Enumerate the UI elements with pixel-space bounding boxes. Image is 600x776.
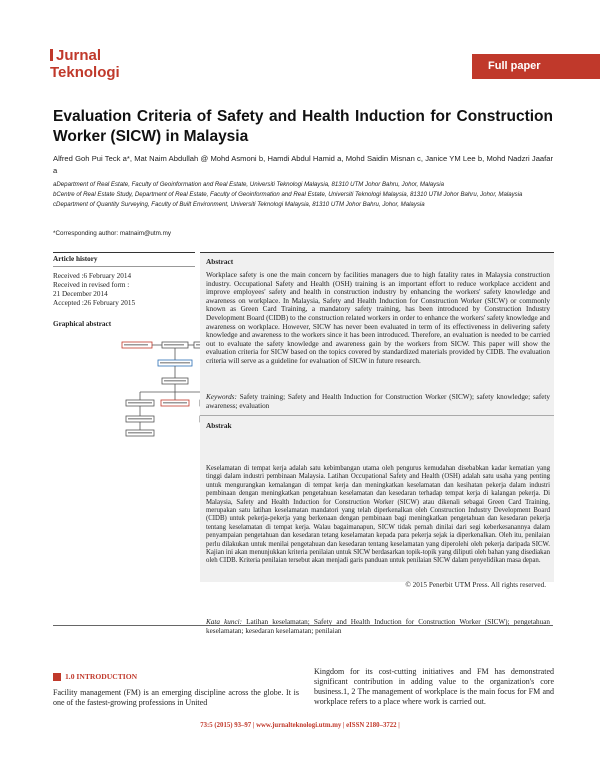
- sidebar-rule: [53, 266, 195, 267]
- history-line: Accepted :26 February 2015: [53, 299, 136, 307]
- section-marker-icon: [53, 673, 61, 681]
- article-history: [53, 272, 193, 308]
- introduction-heading: [53, 672, 137, 681]
- abstract-heading: Abstract: [206, 257, 234, 266]
- kata-kunci: [206, 618, 550, 635]
- paper-title: Evaluation Criteria of Safety and Health Induction for Construction Worker (SICW) in Malaysia: [53, 108, 553, 145]
- history-line: 21 December 2014: [53, 290, 108, 298]
- logo-bar: [50, 49, 53, 61]
- affiliations: [53, 180, 553, 210]
- affiliation-c: cDepartment of Quantity Surveying, Faculty of Built Environment, Universiti Teknologi Malaysia, 81310 UTM Johor Bahru, Johor, Malaysia: [53, 201, 425, 208]
- intro-column-right: Kingdom for its cost-cutting initiatives and FM has demonstrated significant contribution in adding value to the organization's core business.1, 2 The management of workplace is the main focus for FM and workplace refers to a place where work is carried out.: [314, 667, 554, 706]
- introduction-heading-text: 1.0 INTRODUCTION: [65, 672, 138, 681]
- keywords: [206, 393, 550, 410]
- affiliation-b: bCentre of Real Estate Study, Department of Real Estate, Faculty of Geoinformation and Real Estate, Universiti Teknologi Malaysia, 81310 UTM Johor Bahru, Johor, Malaysia: [53, 191, 523, 198]
- full-paper-badge: Full paper: [472, 54, 600, 79]
- kata-kunci-label: Kata kunci:: [206, 618, 243, 626]
- abstrak-text: Keselamatan di tempat kerja adalah satu kebimbangan utama oleh pengurus kemudahan disebabkan kadar kematian yang tinggi dalam industri pembinaan Malaysia. Latihan Occupational Safety and Health (OSH) adalah satu usaha yang penting untuk mengurangkan kemalangan di tempat kerja dan meningkatkan keselamatan dan kesihatan pekerja dalam industri pembinaan dengan meningkatkan pengetahuan keselamatan dan kesedaran terhadap tempat kerja di kalangan pekerja. Di Malaysia, Safety and Health Induction for Construction Worker (SICW) atau dikenali sebagai Green Card Training, merupakan satu latihan keselamatan mandatori yang telah diperkenalkan oleh Construction Industry Development Board (CIDB) untuk pekerja-pekerja yang berkenaan dengan pembinaan bagi meningkatkan pengetahuan dan kesedaran pekerja tentang keselamatan di tempat kerja. Walau bagaimanapun, SICW tidak pernah dinilai dari segi keberkesanannya dalam penyampaian pengetahuan dan kesedaran tetang keselamatan kepada para pekerja sejak ia diperkenalkan. Oleh itu, penilaian perlu dilakukan untuk menilai pengetahuan dan kesedaran tentang keselamatan yang diperolehi oleh pekerja daripada SICW. Kajian ini akan menunjukkan kriteria penilaian untuk SICW berdasarkan topik-topik yang diliputi oleh bahan yang disediakan oleh CIDB. Kriteria penilaian tersebut akan menjadi garis panduan untuk penilaian SICW dalam penyelidikan masa depan.: [206, 465, 550, 565]
- intro-column-left: Facility management (FM) is an emerging discipline across the globe. It is one of the fastest-growing professions in United: [53, 688, 299, 707]
- history-line: Received in revised form :: [53, 281, 130, 289]
- abstract-text: Workplace safety is one the main concern by facilities managers due to high fatality rates in Malaysia construction industry. Occupational Safety and Health (OSH) training is an important effort to reduce workplace accident and improve employees' safety and health in construction industry by enhancing the workers' safety knowledge and awareness on workplace. In Malaysia, Safety and Health Induction for Construction Worker (SICW) or commonly known as Green Card Training, a mandatory safety training, has been introduced by Construction Industry Development Board (CIDB) to the construction related workers in order to enhance the workers' safety knowledge and awareness on workplace. However, SICW has never been evaluated in term of its effectiveness in delivering safety knowledge and awareness to the workers since it has been introduced. Therefore, an evaluation is needed to be carried out to evaluate the safety knowledge and awareness gain by the workers from SICW. This paper will show the evaluation criteria for SICW based on the topics covered by standardized materials provided by CIDB. The evaluation criteria will serve as a guideline for evaluation of SICW in future research.: [206, 271, 550, 365]
- copyright-notice: © 2015 Penerbit UTM Press. All rights reserved.: [405, 581, 546, 589]
- corresponding-author: *Corresponding author: matnaim@utm.my: [53, 230, 172, 237]
- abstract-panel: [200, 252, 554, 635]
- journal-logo: [50, 47, 120, 81]
- abstract-divider: [200, 415, 554, 416]
- affiliation-a: aDepartment of Real Estate, Faculty of Geoinformation and Real Estate, Universiti Teknologi Malaysia, 81310 UTM Johor Bahru, Johor, Malaysia: [53, 181, 444, 188]
- page-footer: 73:5 (2015) 93–97 | www.jurnalteknologi.utm.my | eISSN 2180–3722 |: [200, 722, 400, 729]
- sidebar-rule-top: [53, 252, 195, 253]
- author-list: Alfred Goh Pui Teck a*, Mat Naim Abdullah @ Mohd Asmoni b, Hamdi Abdul Hamid a, Mohd Saidin Misnan c, Janice YM Lee b, Mohd Nadzri Jaafar a: [53, 154, 553, 175]
- graphical-abstract-heading: Graphical abstract: [53, 320, 112, 328]
- kata-kunci-text: Latihan keselamatan; Safety and Health Induction for Construction Worker (SICW); pengetahuan keselamatan; kesedaran keselamatan; penilaian: [206, 618, 550, 635]
- section-rule: [53, 625, 553, 626]
- journal-name-line2: Teknologi: [50, 64, 120, 81]
- abstrak-heading: Abstrak: [206, 421, 232, 430]
- keywords-text: Safety training; Safety and Health Induction for Construction Worker (SICW); safety knowledge; safety awareness; evaluation: [206, 393, 551, 410]
- article-history-heading: Article history: [53, 255, 98, 263]
- journal-name-line1: Jurnal: [56, 47, 102, 64]
- keywords-label: Keywords:: [206, 393, 237, 401]
- history-line: Received :6 February 2014: [53, 272, 132, 280]
